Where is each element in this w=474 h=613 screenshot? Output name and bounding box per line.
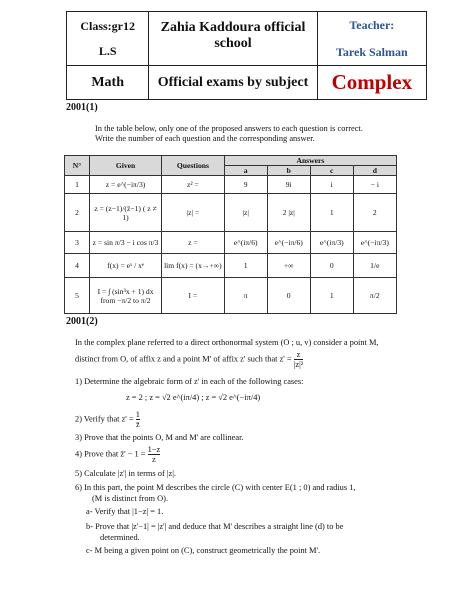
part2-intro-a: In the complex plane referred to a direct orthonormal system (O ; u, v) consider a point M, [75,338,379,347]
row-number: 5 [65,278,90,314]
row-question: z² = [161,176,224,194]
answer-a: e^(iπ/6) [224,232,267,254]
row-given: I = ∫ (sin³x + 1) dx from −π/2 to π/2 [90,278,162,314]
row-given: z = sin π/3 − i cos π/3 [90,232,162,254]
answer-b: 9i [267,176,310,194]
col-header-no: N° [65,156,90,176]
q4-frac-den: z [148,454,161,464]
answer-d: e^(−iπ/3) [353,232,396,254]
row-number: 2 [65,194,90,232]
part1-title: 2001(1) [66,102,98,113]
part2-intro-b-line [75,350,465,369]
teacher-name: Tarek Salman [335,44,408,59]
table-row [65,176,397,194]
row-question: I = [161,278,224,314]
school-name: Zahia Kaddoura official school [160,20,306,51]
chapter-title: Complex [317,66,426,100]
col-header-a: a [224,166,267,176]
q2-fraction [136,410,140,429]
answer-c: 0 [310,254,353,278]
row-given: z = (z−1)/(z̄−1) ( z ≠ 1) [90,194,162,232]
table-row [65,194,397,232]
teacher-label: Teacher: [349,17,395,32]
answer-b: 0 [267,278,310,314]
q2-frac-num: 1 [135,410,140,419]
question-2: 2) Verify that z' = [75,414,134,424]
part1-intro-2: Write the number of each question and the corresponding answer. [95,134,315,143]
class-label: Class:gr12 [80,18,135,33]
row-number: 4 [65,254,90,278]
teacher-cell [317,12,426,66]
question-6-note: (M is distinct from O). [92,494,169,503]
part2-title: 2001(2) [66,316,98,327]
answer-a: 9 [224,176,267,194]
stream-label: L.S [98,43,117,58]
row-given: f(x) = eˣ / xᵉ [90,254,162,278]
row-number: 1 [65,176,90,194]
table-row [65,254,397,278]
school-cell [149,12,317,66]
question-1-cases: z = 2 ; z = √2 e^(iπ/4) ; z = √2 e^(−iπ/4) [126,393,261,402]
exams-cell: Official exams by subject [149,66,317,100]
answer-d: 1/e [353,254,396,278]
question-6: 6) In this part, the point M describes the circle (C) with center E(1 ; 0) and radius 1, [75,483,356,492]
part1-intro-1: In the table below, only one of the proposed answers to each question is correct. [95,124,363,133]
col-header-b: b [267,166,310,176]
col-header-answers: Answers [224,156,396,166]
answer-c: 1 [310,278,353,314]
question-6b-cont: determined. [100,533,140,542]
question-2-line [75,410,465,429]
row-given: z = e^(−iπ/3) [90,176,162,194]
intro-frac-den: |z|² [293,360,304,369]
subject-cell: Math [67,66,149,100]
answer-b: 2 |z| [267,194,310,232]
question-3: 3) Prove that the points O, M and M' are collinear. [75,433,244,442]
part2-intro-b: distinct from O, of affix z and a point M' of affix z' such that z' = [75,354,292,364]
question-6b: b- Prove that |z'−1| = |z'| and deduce that M' describes a straight line (d) to be [86,522,344,531]
row-number: 3 [65,232,90,254]
intro-frac-num: z [296,350,301,359]
answer-c: 1 [310,194,353,232]
table-row [65,278,397,314]
col-header-d: d [353,166,396,176]
answer-d: 2 [353,194,396,232]
answer-c: i [310,176,353,194]
row-question: lim f(x) = (x→+∞) [161,254,224,278]
answer-d: − i [353,176,396,194]
q2-frac-den: z̄ [135,420,140,429]
question-4: 4) Prove that z̄' − 1 = [75,449,146,459]
row-question: z = [161,232,224,254]
intro-fraction [294,350,304,369]
answer-a: 1 [224,254,267,278]
question-6c: c- M being a given point on (C), construct geometrically the point M'. [86,546,321,555]
answer-a: π [224,278,267,314]
question-4-line [75,445,465,464]
q4-frac-num: 1−z [147,445,161,454]
table-header-row [65,156,397,166]
answer-b: e^(−iπ/6) [267,232,310,254]
question-5: 5) Calculate |z'| in terms of |z|. [75,469,177,478]
class-cell [67,12,149,66]
col-header-c: c [310,166,353,176]
mcq-table [64,155,397,314]
table-row [65,232,397,254]
q4-fraction [148,445,161,464]
header-table [66,11,427,100]
col-header-given: Given [90,156,162,176]
answer-d: π/2 [353,278,396,314]
question-6a: a- Verify that |1−z| = 1. [86,507,164,516]
col-header-questions: Questions [161,156,224,176]
answer-b: +∞ [267,254,310,278]
answer-a: |z| [224,194,267,232]
row-question: |z| = [161,194,224,232]
question-1: 1) Determine the algebraic form of z' in each of the following cases: [75,377,304,386]
answer-c: e^(iπ/3) [310,232,353,254]
